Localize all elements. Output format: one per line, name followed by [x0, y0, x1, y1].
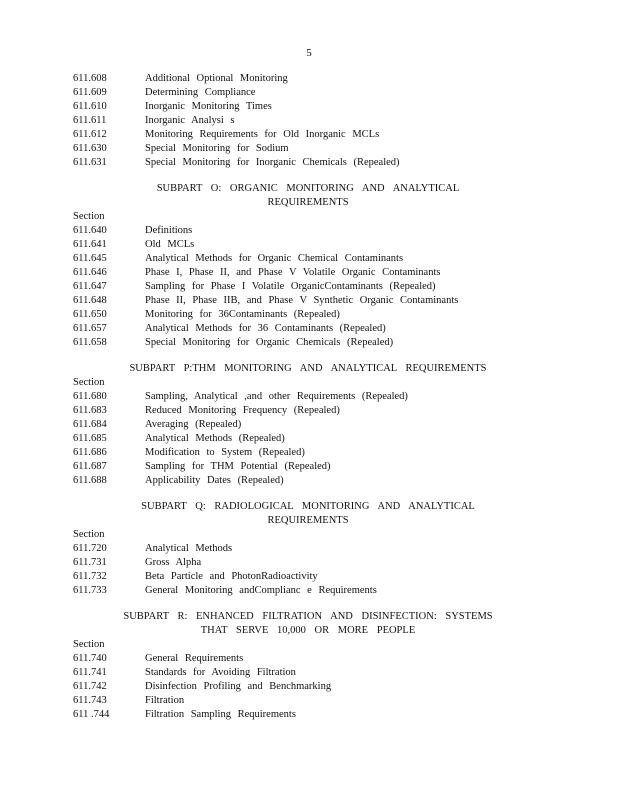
toc-entry [73, 72, 543, 86]
section-title: Sampling for Phase I Volatile OrganicContaminants (Repealed) [145, 281, 436, 292]
subpart-entries [73, 652, 543, 722]
section-number: 611.687 [73, 461, 107, 472]
section-title: Modification to System (Repealed) [145, 447, 305, 458]
section-number: 611.688 [73, 475, 107, 486]
toc-entry [73, 570, 543, 584]
section-number: 611.609 [73, 87, 107, 98]
section-title: Determining Compliance [145, 87, 256, 98]
section-title: Analytical Methods for Organic Chemical Contaminants [145, 253, 404, 264]
section-title: Monitoring Requirements for Old Inorganic MCLs [145, 129, 380, 140]
toc-entry [73, 666, 543, 680]
section-number: 611.732 [73, 571, 107, 582]
section-title: Additional Optional Monitoring [145, 73, 288, 84]
subpart-heading-line: THAT SERVE 10,000 OR MORE PEOPLE [200, 625, 416, 636]
toc-entry [73, 238, 543, 252]
toc-entry [73, 156, 543, 170]
section-number: 611.648 [73, 295, 107, 306]
toc-entry [73, 114, 543, 128]
section-number: 611.612 [73, 129, 107, 140]
toc-entry [73, 474, 543, 488]
section-number: 611.657 [73, 323, 107, 334]
toc-entry [73, 390, 543, 404]
subpart-heading-line: SUBPART O: ORGANIC MONITORING AND ANALYTICAL [156, 183, 460, 194]
section-number: 611.743 [73, 695, 107, 706]
section-number: 611.630 [73, 143, 107, 154]
section-title: Beta Particle and PhotonRadioactivity [145, 571, 318, 582]
toc-entry [73, 86, 543, 100]
section-title: Sampling, Analytical ,and other Requirements (Repealed) [145, 391, 408, 402]
section-title: Sampling for THM Potential (Repealed) [145, 461, 331, 472]
toc-entry [73, 294, 543, 308]
section-label: Section [73, 639, 105, 650]
section-title: Gross Alpha [145, 557, 202, 568]
subpart-heading [73, 610, 543, 638]
subpart-heading-line: SUBPART R: ENHANCED FILTRATION AND DISINFECTION: SYSTEMS [123, 611, 493, 622]
subpart-heading [73, 182, 543, 210]
section-title: Special Monitoring for Sodium [145, 143, 289, 154]
toc-entry [73, 542, 543, 556]
lead-entries [73, 72, 543, 170]
section-title: Old MCLs [145, 239, 195, 250]
toc-entry [73, 280, 543, 294]
section-number: 611.645 [73, 253, 107, 264]
toc-entry [73, 224, 543, 238]
section-number: 611.680 [73, 391, 107, 402]
section-number: 611.611 [73, 115, 107, 126]
toc-entry [73, 142, 543, 156]
section-number: 611.610 [73, 101, 107, 112]
section-title: Analytical Methods (Repealed) [145, 433, 285, 444]
section-number: 611.720 [73, 543, 107, 554]
section-number: 611.684 [73, 419, 107, 430]
toc-entry [73, 432, 543, 446]
toc-entry [73, 446, 543, 460]
section-number: 611.742 [73, 681, 107, 692]
section-title: Averaging (Repealed) [145, 419, 242, 430]
section-number: 611.631 [73, 157, 107, 168]
toc-entry [73, 322, 543, 336]
section-title: Disinfection Profiling and Benchmarking [145, 681, 332, 692]
section-number: 611.741 [73, 667, 107, 678]
section-title: General Monitoring andComplianc e Requirements [145, 585, 377, 596]
section-title: Phase I, Phase II, and Phase V Volatile Organic Contaminants [145, 267, 441, 278]
toc-entry [73, 652, 543, 666]
toc-entry [73, 266, 543, 280]
section-number: 611.647 [73, 281, 107, 292]
subpart-heading [73, 362, 543, 376]
subpart-heading-line: SUBPART Q: RADIOLOGICAL MONITORING AND ANALYTICAL [141, 501, 475, 512]
section-title: Analytical Methods [145, 543, 233, 554]
subpart-heading-line: REQUIREMENTS [267, 197, 349, 208]
page-number: 5 [306, 47, 312, 59]
section-number: 611.658 [73, 337, 107, 348]
toc-entry [73, 252, 543, 266]
table-of-contents [73, 72, 543, 722]
section-title: Filtration [145, 695, 185, 706]
toc-entry [73, 460, 543, 474]
section-title: Reduced Monitoring Frequency (Repealed) [145, 405, 340, 416]
toc-entry [73, 418, 543, 432]
subpart-heading-line: SUBPART P:THM MONITORING AND ANALYTICAL REQUIREMENTS [129, 363, 487, 374]
section-label: Section [73, 211, 105, 222]
section-number: 611.685 [73, 433, 107, 444]
section-title: Inorganic Analysi s [145, 115, 235, 126]
toc-entry [73, 308, 543, 322]
section-number: 611.731 [73, 557, 107, 568]
section-label: Section [73, 377, 105, 388]
section-title: Inorganic Monitoring Times [145, 101, 272, 112]
section-number: 611.646 [73, 267, 107, 278]
section-number: 611.640 [73, 225, 107, 236]
section-number: 611.686 [73, 447, 107, 458]
section-title: Filtration Sampling Requirements [145, 709, 296, 720]
subpart-heading [73, 500, 543, 528]
toc-entry [73, 556, 543, 570]
section-title: General Requirements [145, 653, 244, 664]
section-number: 611.650 [73, 309, 107, 320]
subpart-heading-line: REQUIREMENTS [267, 515, 349, 526]
subpart-entries [73, 390, 543, 488]
section-title: Special Monitoring for Inorganic Chemicals (Repealed) [145, 157, 400, 168]
section-number: 611.608 [73, 73, 107, 84]
subpart-entries [73, 542, 543, 598]
section-number: 611.641 [73, 239, 107, 250]
toc-entry [73, 128, 543, 142]
toc-entry [73, 708, 543, 722]
toc-entry [73, 680, 543, 694]
section-number: 611.733 [73, 585, 107, 596]
section-number: 611.683 [73, 405, 107, 416]
section-title: Applicability Dates (Repealed) [145, 475, 284, 486]
toc-entry [73, 404, 543, 418]
section-title: Special Monitoring for Organic Chemicals (Repealed) [145, 337, 394, 348]
subpart-entries [73, 224, 543, 350]
toc-entry [73, 584, 543, 598]
section-title: Phase II, Phase IIB, and Phase V Synthetic Organic Contaminants [145, 295, 459, 306]
section-title: Definitions [145, 225, 193, 236]
toc-entry [73, 336, 543, 350]
section-title: Monitoring for 36Contaminants (Repealed) [145, 309, 340, 320]
section-title: Standards for Avoiding Filtration [145, 667, 296, 678]
section-title: Analytical Methods for 36 Contaminants (Repealed) [145, 323, 386, 334]
section-number: 611.740 [73, 653, 107, 664]
toc-entry [73, 694, 543, 708]
section-label: Section [73, 529, 105, 540]
section-number: 611 .744 [73, 709, 110, 720]
toc-entry [73, 100, 543, 114]
